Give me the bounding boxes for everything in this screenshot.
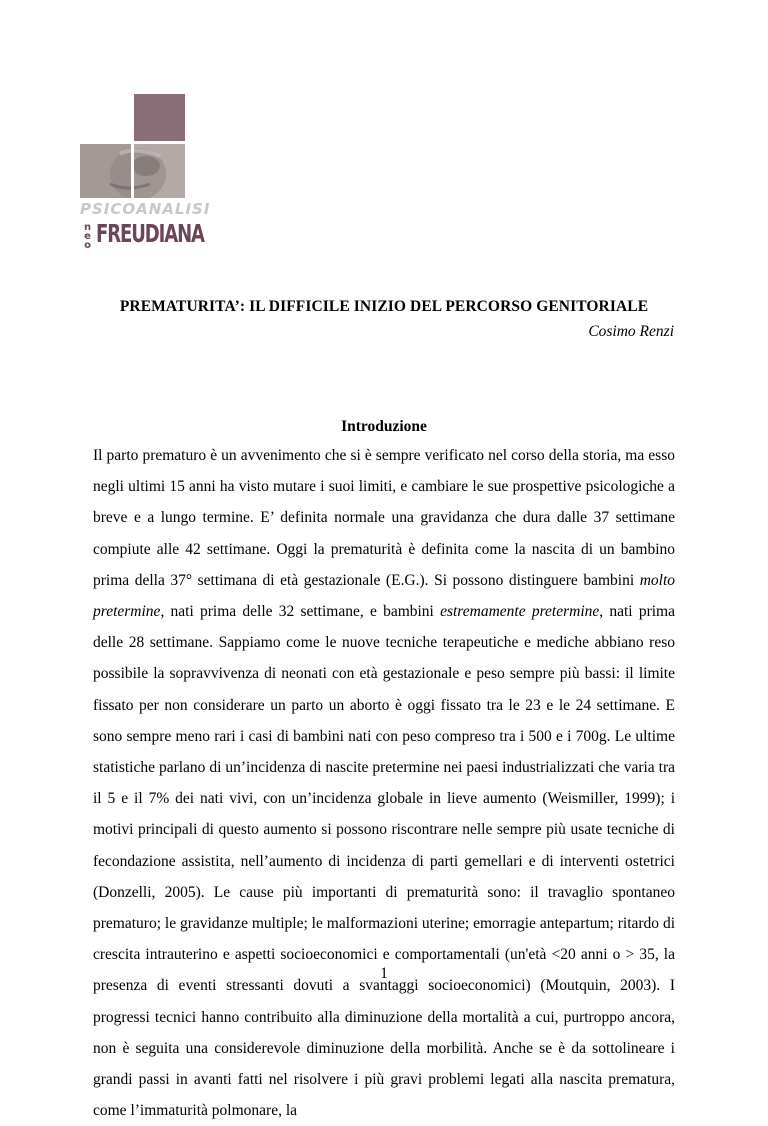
document-title: PREMATURITA’: IL DIFFICILE INIZIO DEL PERCORSO GENITORIALE bbox=[119, 298, 649, 315]
logo-wordmark-neo bbox=[80, 222, 94, 250]
paragraph-part-1: Il parto prematuro è un avvenimento che si è sempre verificato nel corso della storia, ma esso negli ultimi 15 anni ha visto mutare i suoi limiti, e cambiare le sue prospettive psicologiche a breve e a lungo termine. E’ definita normale una gravidanza che dura dalle 37 settimane compiute alle 42 settimane. Oggi la prematurità è definita come la nascita di un bambino prima della 37° settimana di età gestazionale (E.G.). Si possono distinguere bambini bbox=[93, 447, 675, 589]
body-paragraph bbox=[93, 440, 675, 1126]
logo-face-image bbox=[80, 144, 185, 198]
logo-square-blank bbox=[80, 94, 131, 141]
logo-wordmark-psicoanalisi: PSICOANALISI bbox=[80, 200, 211, 218]
logo-square-accent bbox=[134, 94, 185, 141]
logo bbox=[80, 94, 211, 264]
paragraph-emphasis-1: molto pretermine bbox=[93, 571, 675, 621]
paragraph-emphasis-2: estremamente pretermine bbox=[440, 603, 600, 621]
author-name: Cosimo Renzi bbox=[588, 323, 674, 340]
paragraph-part-2: , nati prima delle 32 settimane, e bambini bbox=[160, 603, 441, 621]
logo-neo-text: neo bbox=[82, 222, 93, 249]
page-number: 1 bbox=[380, 965, 388, 982]
logo-wordmark-freudiana: FREUDIANA bbox=[96, 219, 204, 248]
paragraph-part-3: , nati prima delle 28 settimane. Sappiamo come le nuove tecniche terapeutiche e mediche abbiano reso possibile la sopravvivenza di neonati con età gestazionale e peso sempre più bassi: il limite fissato per non considerare un parto un aborto è oggi fissato tra le 23 e le 24 settimane. E sono sempre meno rari i casi di bambini nati con peso compreso tra i 500 e i 700g. Le ultime statistiche parlano di un’incidenza di nascite pretermine nei paesi industrializzati che varia tra il 5 e il 7% dei nati vivi, con un’incidenza globale in lieve aumento (Weismiller, 1999); i motivi principali di questo aumento si possono riscontrare nelle sempre più usate tecniche di fecondazione assistita, nell’aumento di incidenza di parti gemellari e di interventi ostetrici (Donzelli, 2005). Le cause più importanti di prematurità sono: il travaglio spontaneo prematuro; le gravidanze multiple; le malformazioni uterine; emorragie antepartum; ritardo di crescita intrauterino e aspetti socioeconomici e comportamentali (un'età <20 anni o > 35, la presenza di eventi stressanti dovuti a svantaggi socioeconomici) (Moutquin, 2003). I progressi tecnici hanno contribuito alla diminuzione della mortalità a cui, purtroppo ancora, non è seguita una considerevole diminuzione della morbilità. Anche se è da sottolineare i grandi passi in avanti fatti nel risolvere i più gravi problemi legati alla nascita prematura, come l’immaturità polmonare, la bbox=[93, 603, 675, 1120]
section-heading: Introduzione bbox=[341, 418, 427, 435]
